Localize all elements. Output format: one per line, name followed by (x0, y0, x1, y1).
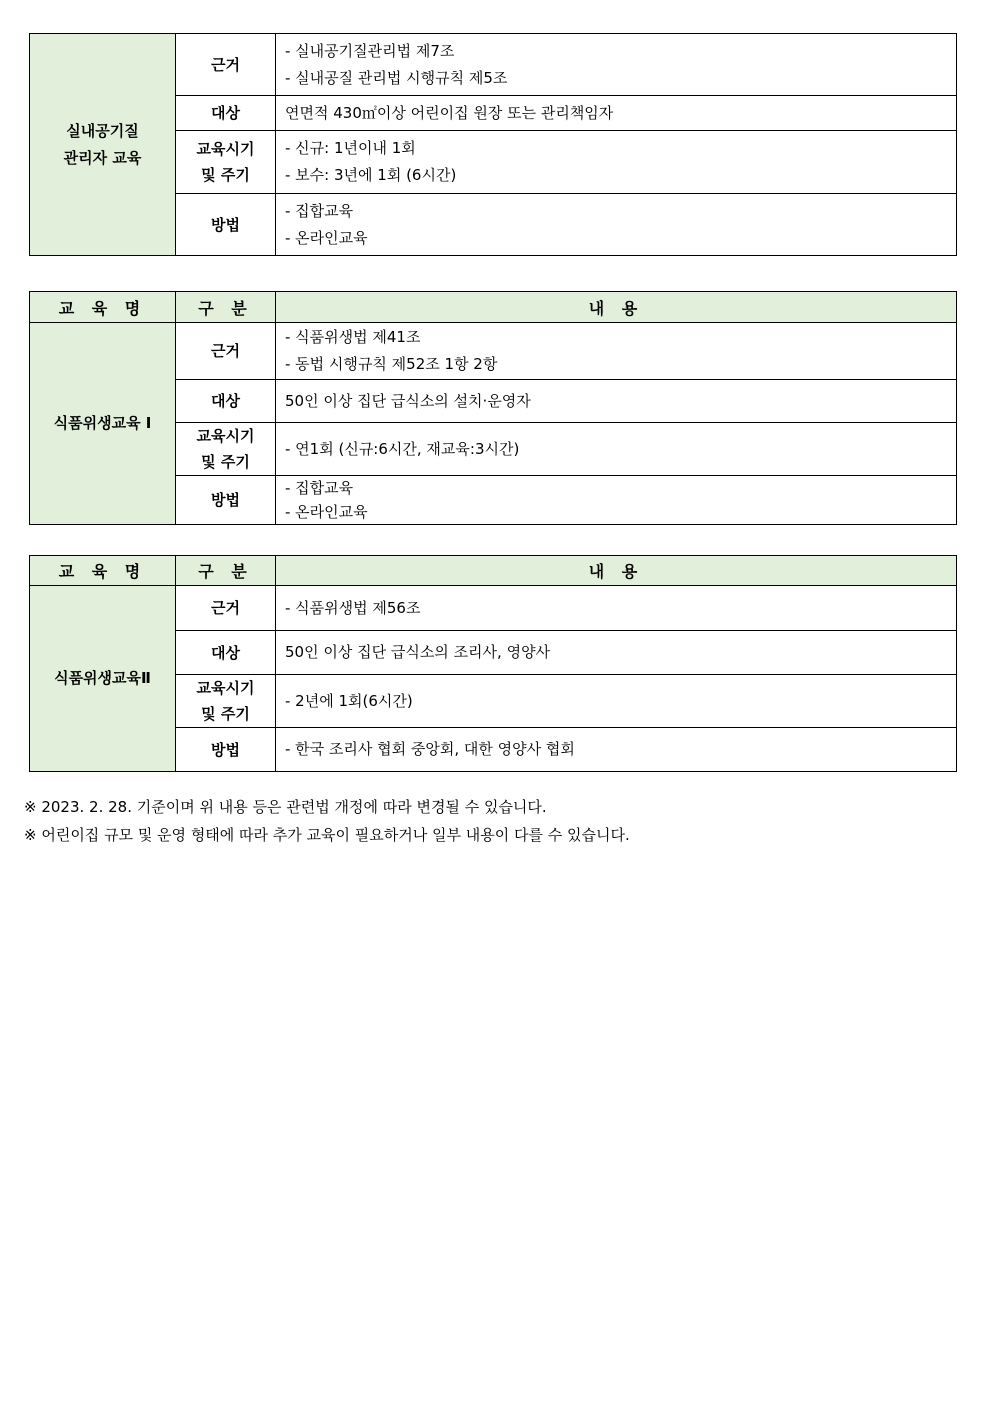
content-schedule (276, 423, 957, 476)
category-target: 대상 (176, 96, 276, 131)
food-hygiene-1-table (29, 291, 957, 525)
content-target (276, 631, 957, 675)
content-method (276, 476, 957, 525)
category-schedule: 교육시기 및 주기 (176, 131, 276, 194)
content-line: - 집합교육 (285, 479, 354, 497)
category-schedule: 교육시기 및 주기 (176, 675, 276, 728)
category-basis: 근거 (176, 34, 276, 96)
content-method (276, 194, 957, 256)
header-content: 내 용 (276, 556, 957, 586)
content-text: - 2년에 1회(6시간) (285, 691, 413, 710)
content-text: 연면적 430㎡이상 어린이집 원장 또는 관리책임자 (285, 103, 614, 122)
header-course-name: 교 육 명 (30, 556, 176, 586)
header-course-name: 교 육 명 (30, 292, 176, 323)
footnote: ※ 어린이집 규모 및 운영 형태에 따라 추가 교육이 필요하거나 일부 내용이 다를 수 있습니다. (24, 826, 630, 844)
category-target: 대상 (176, 380, 276, 423)
category-basis: 근거 (176, 586, 276, 631)
indoor-air-quality-table (29, 33, 957, 256)
content-target (276, 380, 957, 423)
content-basis (276, 586, 957, 631)
food-hygiene-2-table (29, 555, 957, 772)
content-line: - 온라인교육 (285, 503, 368, 521)
content-line: - 집합교육 (285, 201, 354, 220)
content-line: - 동법 시행규칙 제52조 1항 2항 (285, 355, 498, 373)
content-line: - 실내공질 관리법 시행규칙 제5조 (285, 68, 508, 87)
content-method (276, 728, 957, 772)
course-name-cell: 식품위생교육Ⅱ (30, 586, 176, 772)
content-line: - 온라인교육 (285, 228, 368, 247)
category-method: 방법 (176, 476, 276, 525)
header-content: 내 용 (276, 292, 957, 323)
category-schedule: 교육시기 및 주기 (176, 423, 276, 476)
header-category: 구 분 (176, 292, 276, 323)
content-basis (276, 323, 957, 380)
category-basis: 근거 (176, 323, 276, 380)
content-schedule (276, 675, 957, 728)
category-method: 방법 (176, 728, 276, 772)
header-category: 구 분 (176, 556, 276, 586)
content-target (276, 96, 957, 131)
course-name-cell: 식품위생교육 Ⅰ (30, 323, 176, 525)
content-line: - 신규: 1년이내 1회 (285, 139, 416, 157)
content-text: - 연1회 (신규:6시간, 재교육:3시간) (285, 439, 520, 458)
content-line: - 보수: 3년에 1회 (6시간) (285, 166, 457, 184)
category-method: 방법 (176, 194, 276, 256)
content-basis (276, 34, 957, 96)
content-text: 50인 이상 집단 급식소의 조리사, 영양사 (285, 643, 551, 661)
content-line: - 실내공기질관리법 제7조 (285, 41, 455, 60)
footnote: ※ 2023. 2. 28. 기준이며 위 내용 등은 관련법 개정에 따라 변경될 수 있습니다. (24, 798, 547, 816)
content-text: - 한국 조리사 협회 중앙회, 대한 영양사 협회 (285, 740, 575, 758)
content-text: - 식품위생법 제56조 (285, 598, 421, 617)
content-text: 50인 이상 집단 급식소의 설치·운영자 (285, 391, 531, 410)
category-target: 대상 (176, 631, 276, 675)
course-name-cell: 실내공기질 관리자 교육 (30, 34, 176, 256)
content-schedule (276, 131, 957, 194)
footnotes (24, 793, 630, 849)
content-line: - 식품위생법 제41조 (285, 328, 421, 346)
